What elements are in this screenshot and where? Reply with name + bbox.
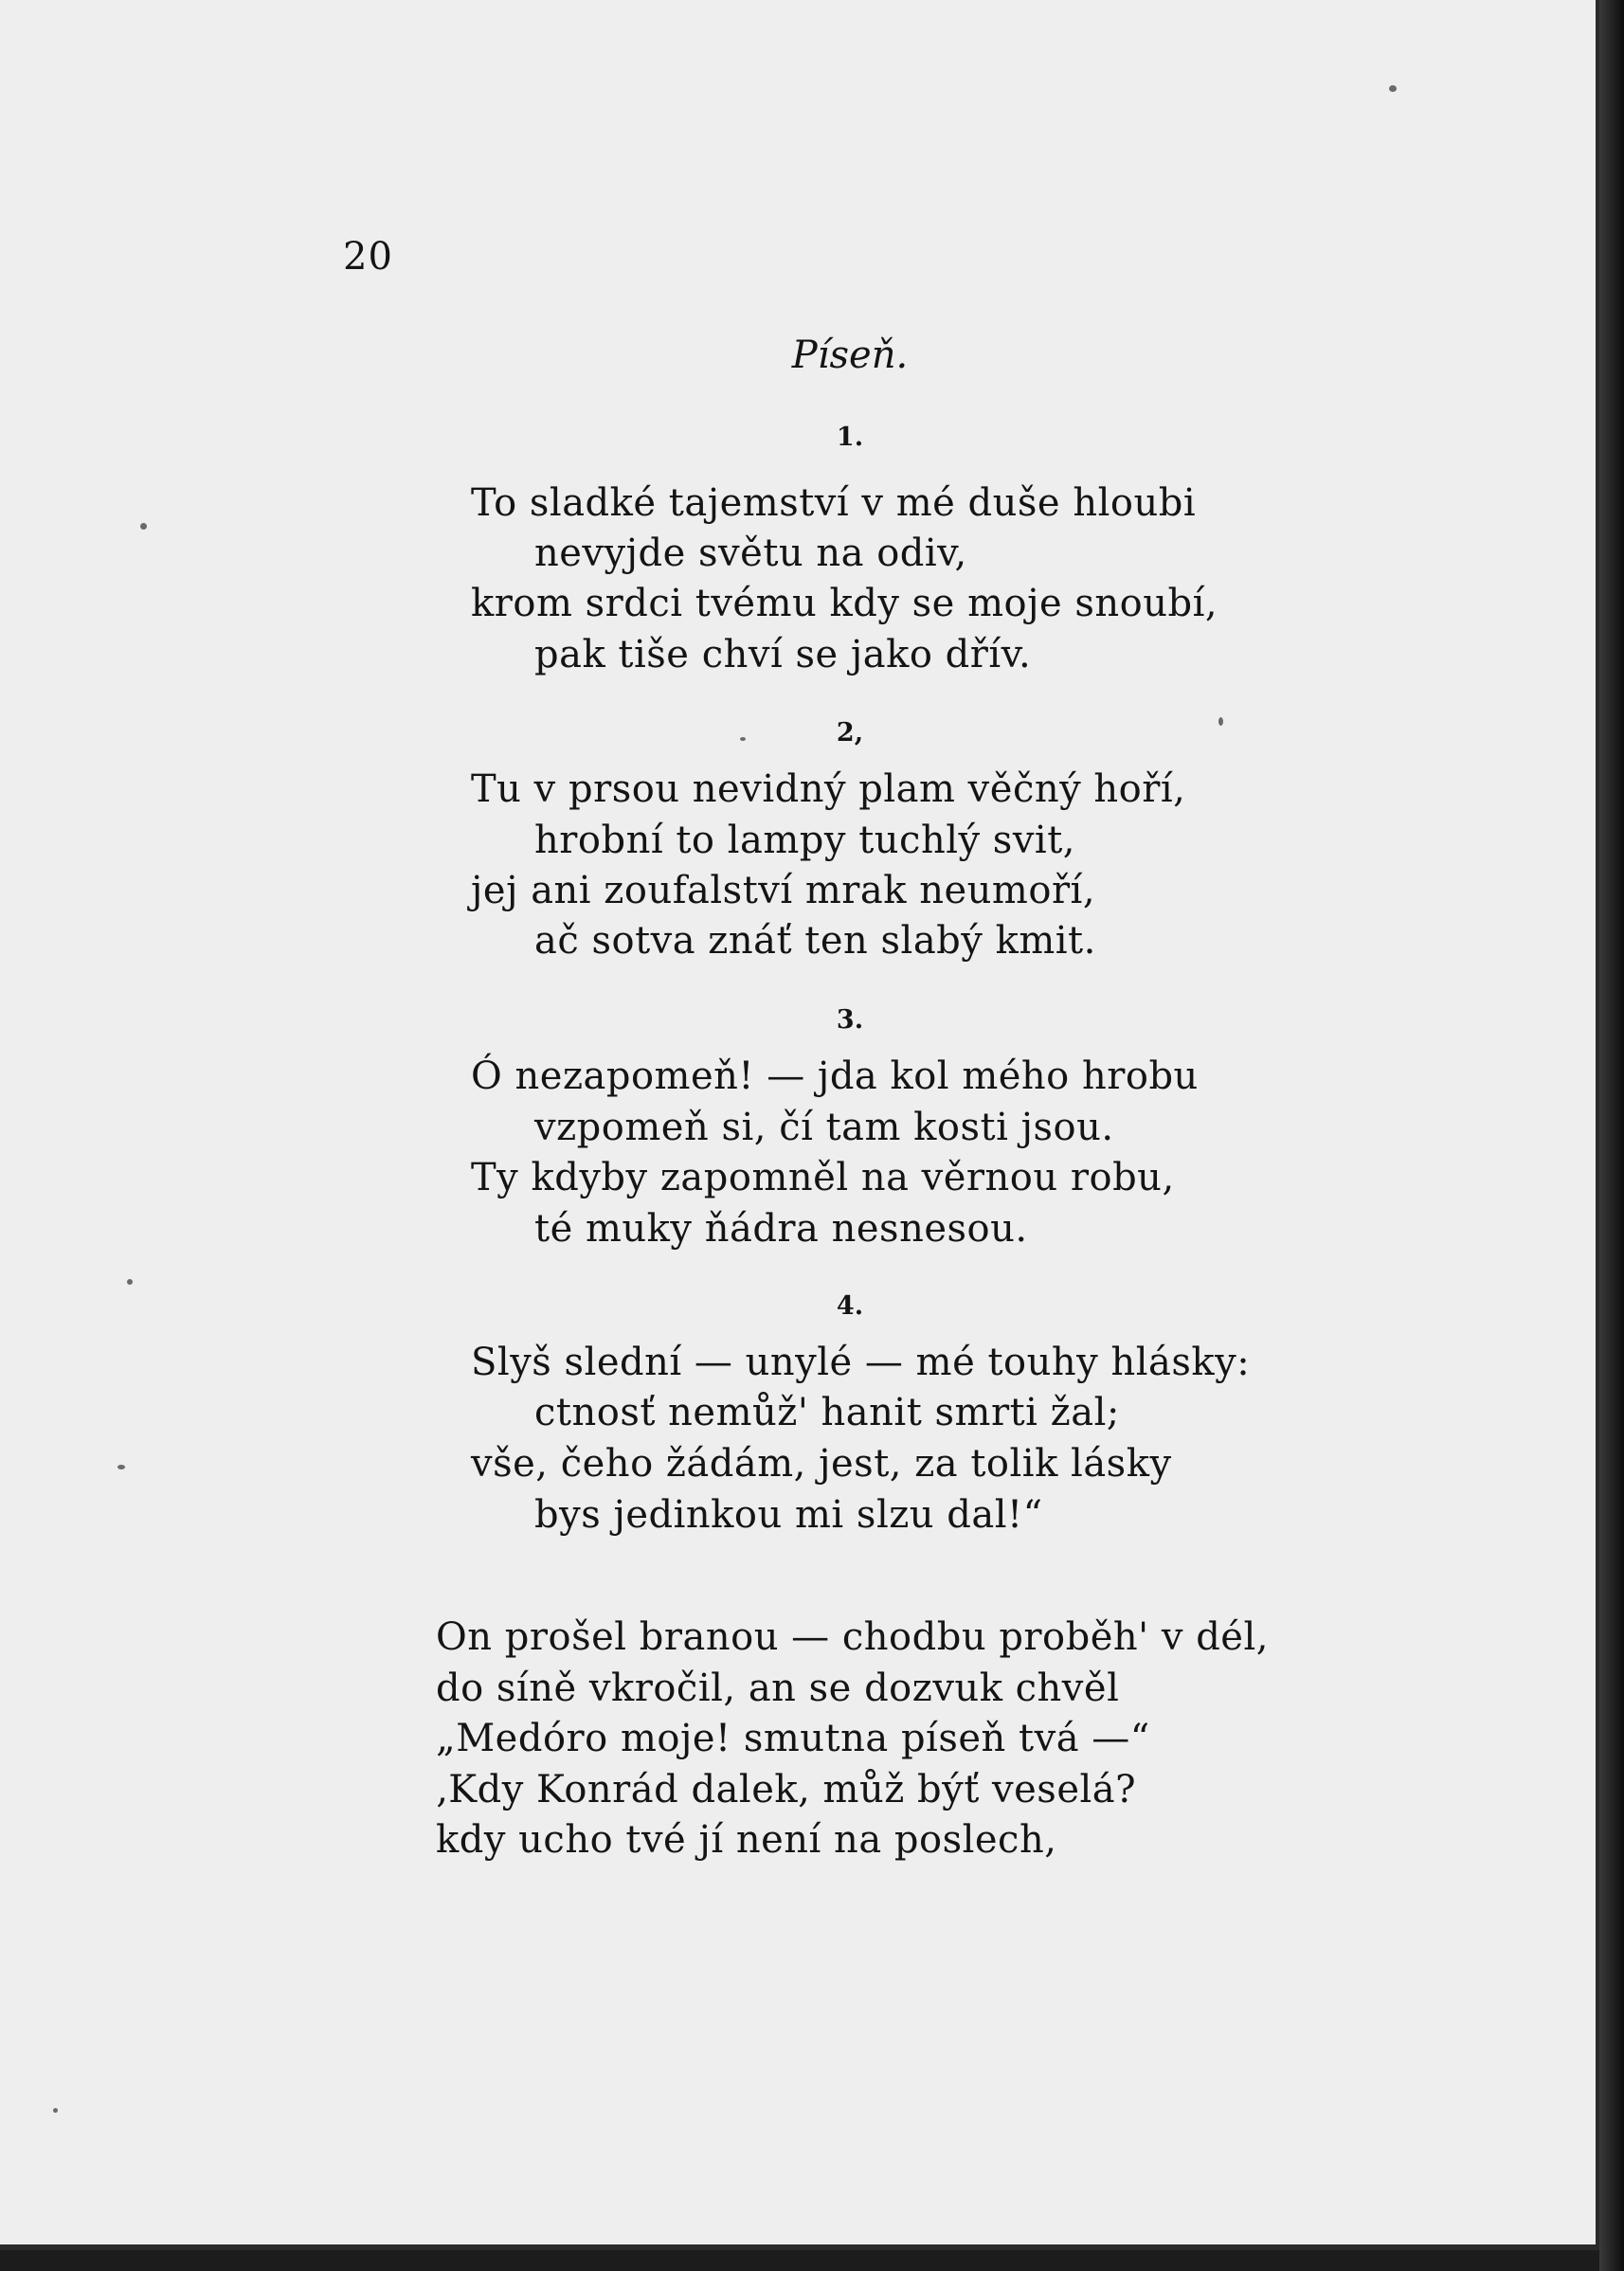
scan-speck <box>53 2108 58 2113</box>
verse-line: jej ani zoufalství mrak neumoří, <box>471 869 1096 912</box>
verse-line: nevyjde světu na odiv, <box>534 532 967 575</box>
verse-line: vzpomeň si, čí tam kosti jsou. <box>534 1106 1114 1149</box>
verse-line: vše, čeho žádám, jest, za tolik lásky <box>471 1442 1172 1486</box>
verse-line: ač sotva znáť ten slabý kmit. <box>534 919 1096 963</box>
scan-speck <box>1389 85 1397 92</box>
narrative-line: ‚Kdy Konrád dalek, můž býť veselá? <box>436 1768 1137 1811</box>
verse-line: krom srdci tvému kdy se moje snoubí, <box>471 582 1218 625</box>
narrative-line: On prošel branou — chodbu proběh' v dél, <box>436 1615 1269 1659</box>
stanza-number: 2, <box>836 718 864 748</box>
page-number: 20 <box>343 235 393 279</box>
stanza-number: 3. <box>836 1005 864 1035</box>
verse-line: Slyš slední — unylé — mé touhy hlásky: <box>471 1341 1251 1384</box>
narrative-line: „Medóro moje! smutna píseň tvá —“ <box>436 1717 1150 1760</box>
verse-line: ctnosť nemůž' hanit smrti žal; <box>534 1391 1120 1434</box>
verse-line: Ó nezapomeň! — jda kol mého hrobu <box>471 1054 1199 1098</box>
verse-line: hrobní to lampy tuchlý svit, <box>534 819 1076 862</box>
verse-line: Tu v prsou nevidný plam věčný hoří, <box>471 767 1186 811</box>
verse-line: Ty kdyby zapomněl na věrnou robu, <box>471 1156 1175 1199</box>
scan-speck <box>117 1465 125 1469</box>
scan-speck <box>140 523 147 530</box>
stanza-number: 4. <box>836 1291 864 1321</box>
scan-speck <box>127 1279 133 1285</box>
scan-edge <box>1599 0 1624 2271</box>
verse-line: bys jedinkou mi slzu dal!“ <box>534 1493 1043 1537</box>
verse-line: té muky ňádra nesnesou. <box>534 1207 1028 1251</box>
stanza-number: 1. <box>836 423 864 452</box>
scan-speck <box>1218 717 1223 726</box>
verse-line: pak tiše chví se jako dřív. <box>534 633 1032 676</box>
narrative-line: do síně vkročil, an se dozvuk chvěl <box>436 1667 1120 1710</box>
scan-speck <box>740 737 746 741</box>
verse-line: To sladké tajemství v mé duše hloubi <box>471 481 1197 525</box>
poem-title: Píseň. <box>791 333 909 377</box>
narrative-line: kdy ucho tvé jí není na poslech, <box>436 1818 1057 1862</box>
